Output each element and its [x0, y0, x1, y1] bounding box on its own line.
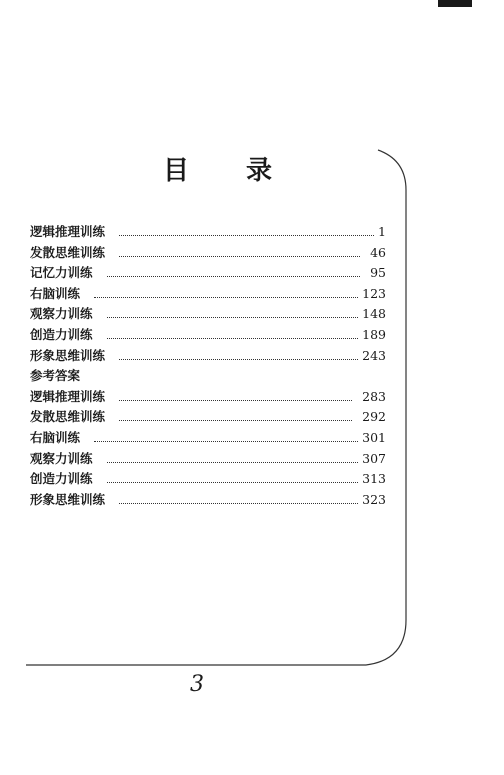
toc-entry-page: 95	[370, 265, 386, 281]
toc-entry-label: 创造力训练	[30, 326, 93, 342]
table-of-contents	[30, 222, 386, 510]
dot-leader	[107, 338, 359, 339]
toc-entry-label: 逻辑推理训练	[30, 224, 106, 239]
toc-entry-label: 观察力训练	[30, 306, 93, 322]
toc-entry-page: 292	[362, 409, 386, 425]
toc-entry-label: 记忆力训练	[30, 265, 93, 281]
dot-leader	[107, 276, 361, 277]
dot-leader	[119, 235, 374, 236]
toc-entry[interactable]	[30, 284, 386, 305]
toc-entry[interactable]	[30, 304, 386, 325]
toc-entry[interactable]	[30, 387, 386, 408]
toc-entry[interactable]	[30, 469, 386, 490]
toc-entry-page: 189	[362, 326, 386, 342]
toc-entry-page: 243	[362, 347, 386, 363]
toc-entry-label: 创造力训练	[30, 471, 93, 487]
toc-entry-page: 301	[362, 429, 386, 445]
dot-leader	[119, 420, 352, 421]
toc-entry[interactable]	[30, 263, 386, 284]
dot-leader	[107, 462, 359, 463]
answers-heading[interactable]: 参考答案	[30, 368, 81, 384]
toc-entry-label: 发散思维训练	[30, 244, 106, 260]
toc-entry-label: 形象思维训练	[30, 491, 106, 507]
toc-entry-page: 283	[362, 388, 386, 404]
dot-leader	[94, 441, 358, 442]
toc-entry-page: 1	[378, 224, 386, 239]
toc-entry-page: 148	[362, 306, 386, 322]
toc-entry-label: 形象思维训练	[30, 347, 106, 363]
page-number: 3	[190, 672, 204, 697]
dot-leader	[107, 317, 359, 318]
toc-entry-label: 右脑训练	[30, 285, 81, 301]
toc-entry-page: 323	[362, 491, 386, 507]
toc-entry-label: 逻辑推理训练	[30, 388, 106, 404]
toc-entry-page: 307	[362, 450, 386, 466]
toc-entry[interactable]	[30, 428, 386, 449]
toc-entry[interactable]	[30, 325, 386, 346]
dot-leader	[119, 359, 358, 360]
toc-entry[interactable]	[30, 243, 386, 264]
toc-entry[interactable]	[30, 346, 386, 367]
dot-leader	[119, 256, 360, 257]
toc-entry[interactable]	[30, 449, 386, 470]
toc-entry[interactable]	[30, 490, 386, 511]
toc-entry-label: 右脑训练	[30, 429, 81, 445]
toc-entry-page: 46	[370, 244, 386, 260]
dot-leader	[107, 482, 359, 483]
toc-entry-label: 观察力训练	[30, 450, 93, 466]
toc-entry-page: 123	[362, 285, 386, 301]
toc-entry-label: 发散思维训练	[30, 409, 106, 425]
dot-leader	[94, 297, 358, 298]
page-title: 目 录	[163, 156, 297, 186]
toc-entry-page: 313	[362, 471, 386, 487]
toc-entry[interactable]	[30, 407, 386, 428]
dot-leader	[119, 400, 352, 401]
dot-leader	[119, 503, 358, 504]
toc-entry[interactable]	[30, 222, 386, 243]
